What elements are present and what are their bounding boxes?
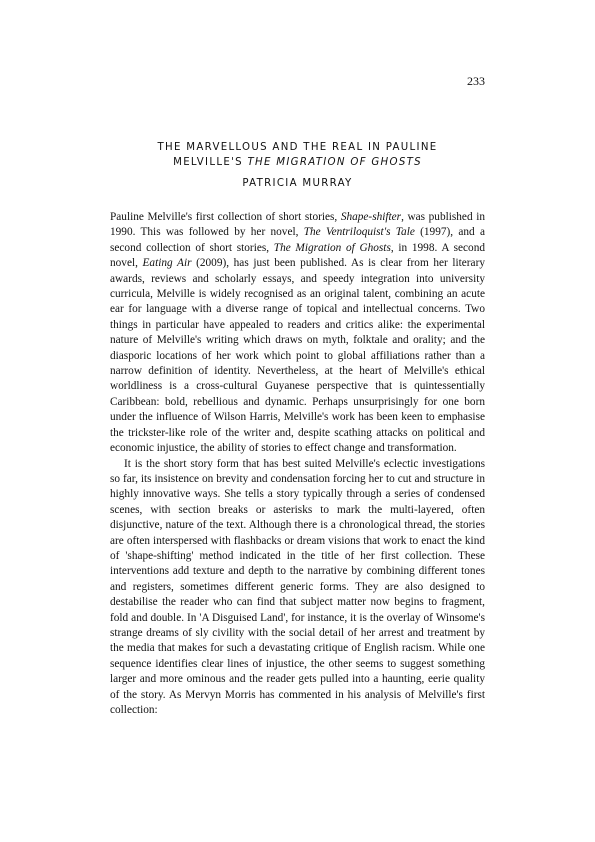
article-body [110, 210, 485, 718]
article-title [110, 140, 485, 170]
paragraph-2: It is the short story form that has best suited Melville's eclectic investigations so far, its insistence on brevity and condensation forcing her to cut and structure in highly innovative ways. She tells a story typically through a series of condensed scenes, with section breaks or asterisks to mark the multi-layered, often disjunctive, nature of the text. Although there is a chronological thread, the stories are often interspersed with flashbacks or dream visions that work to enact the kind of 'shape-shifting' method indicated in the title of her first collection. These interventions add texture and depth to the narrative by combining different tones and registers, sometimes different generic forms. They are also designed to destabilise the reader who can find that subject matter now begins to fragment, fold and double. In 'A Disguised Land', for instance, it is the overlay of Winsome's strange dreams of sly civility with the social detail of her arrest and treatment by the media that makes for such a devastating critique of English racism. While one sequence identifies clear lines of injustice, the other seems to suggest something larger and more ominous and the reader gets pulled into a haunting, eerie quality of the story. As Mervyn Morris has commented in his analysis of Melville's first collection: [110, 457, 485, 716]
title-line-1: THE MARVELLOUS AND THE REAL IN PAULINE [157, 142, 438, 153]
p1-italic-4: Eating Air [142, 257, 192, 270]
p1-text-1: Pauline Melville's first collection of short stories, [110, 211, 341, 223]
p1-text-5: (2009), has just been published. As is clear from her literary awards, reviews and scholarly essays, and speedy integration into university curricula, Melville is widely recognised as an original talent, combining an acute ear for language with a diverse range of topical and intellectual concerns. Two things in particular have appealed to readers and critics alike: the experimental nature of Melville's writing which draws on myth, folktale and orality; and the diasporic locations of her work which point to global affiliations rather than a narrow definition of identity. Nevertheless, at the heart of Melville's ethical worldliness is a cross-cultural Guyanese perspective that is quintessentially Caribbean: bold, rebellious and dynamic. Perhaps unsurprisingly for one born under the influence of Wilson Harris, Melville's work has been keen to emphasise the trickster-like role of the writer and, despite scathing attacks on political and economic injustice, the ability of stories to effect change and transformation. [110, 257, 485, 455]
p1-text-3: (1997), and a second collection of short stories, [110, 226, 486, 254]
p1-text-4: , in 1998. A second novel, [110, 241, 485, 270]
title-line-2-prefix: MELVILLE'S [173, 157, 248, 168]
p1-text-2: , was published in 1990. This was followed by her novel, [110, 211, 485, 239]
p1-italic-3: The Migration of Ghosts [273, 241, 391, 254]
p1-italic-1: Shape-shifter [340, 211, 402, 223]
title-line-2 [110, 155, 485, 170]
title-line-2-italic: THE MIGRATION OF GHOSTS [247, 157, 422, 168]
p1-italic-2: The Ventriloquist's Tale [303, 226, 415, 239]
paragraph-1 [110, 210, 485, 457]
article-author: PATRICIA MURRAY [242, 178, 353, 189]
page-number: 233 [467, 74, 485, 88]
